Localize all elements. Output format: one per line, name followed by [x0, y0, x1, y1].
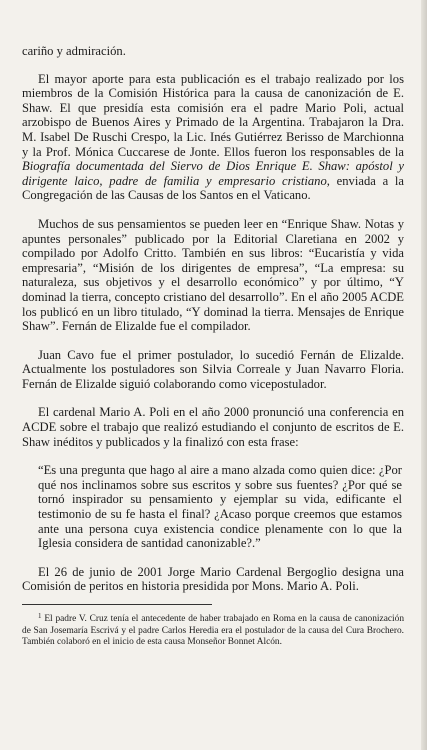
- paragraph-2-text: El mayor aporte para esta publicación es el trabajo realizado por los miembros de la Comisión Histórica para la causa de canonización de E. Shaw. El que presidía esta comisión era el padre Mario Poli, actual arzobispo de Buenos Aires y Primado de la Argentina. Trabajaron la Dra. M. Isabel De Ruschi Crespo, la Lic. Inés Gutiérrez Berisso de Marchionna y la Prof. Mónica Cuccarese de Jonte. Ellos fueron los responsables de la: [22, 71, 404, 159]
- paragraph-5: El cardenal Mario A. Poli en el año 2000 pronunció una conferencia en ACDE sobre el trabajo que realizó estudiando el conjunto de escritos de E. Shaw inéditos y publicados y la finalizó con esta frase:: [22, 405, 404, 449]
- footnote-text: El padre V. Cruz tenía el antecedente de haber trabajado en Roma en la causa de canonización de San Josemaría Escrivá y el padre Carlos Heredia era el postulador de la causa del Cura Brochero. También colaboró en el inicio de esta causa Monseñor Bonnet Alcón.: [22, 614, 405, 648]
- book-title-italic: Biografía documentada del Siervo de Dios Enrique E. Shaw: apóstol y dirigente laico, padre de familia y empresario cristiano: [22, 159, 404, 188]
- book-page: [22, 44, 404, 649]
- block-quote: “Es una pregunta que hago al aire a mano alzada como quien dice: ¿Por qué nos inclinamos sobre sus escritos y sobre sus fuentes? ¿Por qué se tornó inspirador su pensamiento y ejemplar su vida, edificante el testimonio de su fe hasta el final? ¿Acaso porque creemos que estamos ante una persona cuya existencia condice plenamente con lo que la Iglesia considera de santidad canonizable?.”: [38, 463, 402, 551]
- paragraph-7: El 26 de junio de 2001 Jorge Mario Cardenal Bergoglio designa una Comisión de peritos en historia presidida por Mons. Mario A. Poli.: [22, 564, 404, 594]
- paragraph-3: Muchos de sus pensamientos se pueden leer en “Enrique Shaw. Notas y apuntes personales” publicado por la Editorial Claretiana en 2002 y compilado por Adolfo Critto. También en sus libros: “Eucaristía y vida empresaria”, “Misión de los dirigentes de empresa”, “La empresa: su naturaleza, sus objetivos y el desarrollo económico” y por último, “Y dominad la tierra, concepto cristiano del desarrollo”. En el año 2005 ACDE los publicó en un libro titulado, “Y dominad la tierra. Mensajes de Enrique Shaw”. Fernán de Elizalde fue el compilador.: [22, 216, 404, 334]
- page-edge: [421, 0, 427, 750]
- paragraph-4: Juan Cavo fue el primer postulador, lo sucedió Fernán de Elizalde. Actualmente los postuladores son Silvia Correale y Juan Navarro Floria. Fernán de Elizalde siguió colaborando como vicepostulador.: [22, 347, 404, 391]
- footnote-rule: [22, 604, 212, 605]
- footnote: [22, 611, 404, 649]
- paragraph-1: cariño y admiración.: [22, 44, 126, 58]
- footnote-marker: 1: [38, 612, 42, 620]
- paragraph-2-tail: , enviada a la Congregación de las Causas de los Santos en el Vaticano.: [22, 173, 405, 203]
- paragraph-2: [22, 72, 404, 203]
